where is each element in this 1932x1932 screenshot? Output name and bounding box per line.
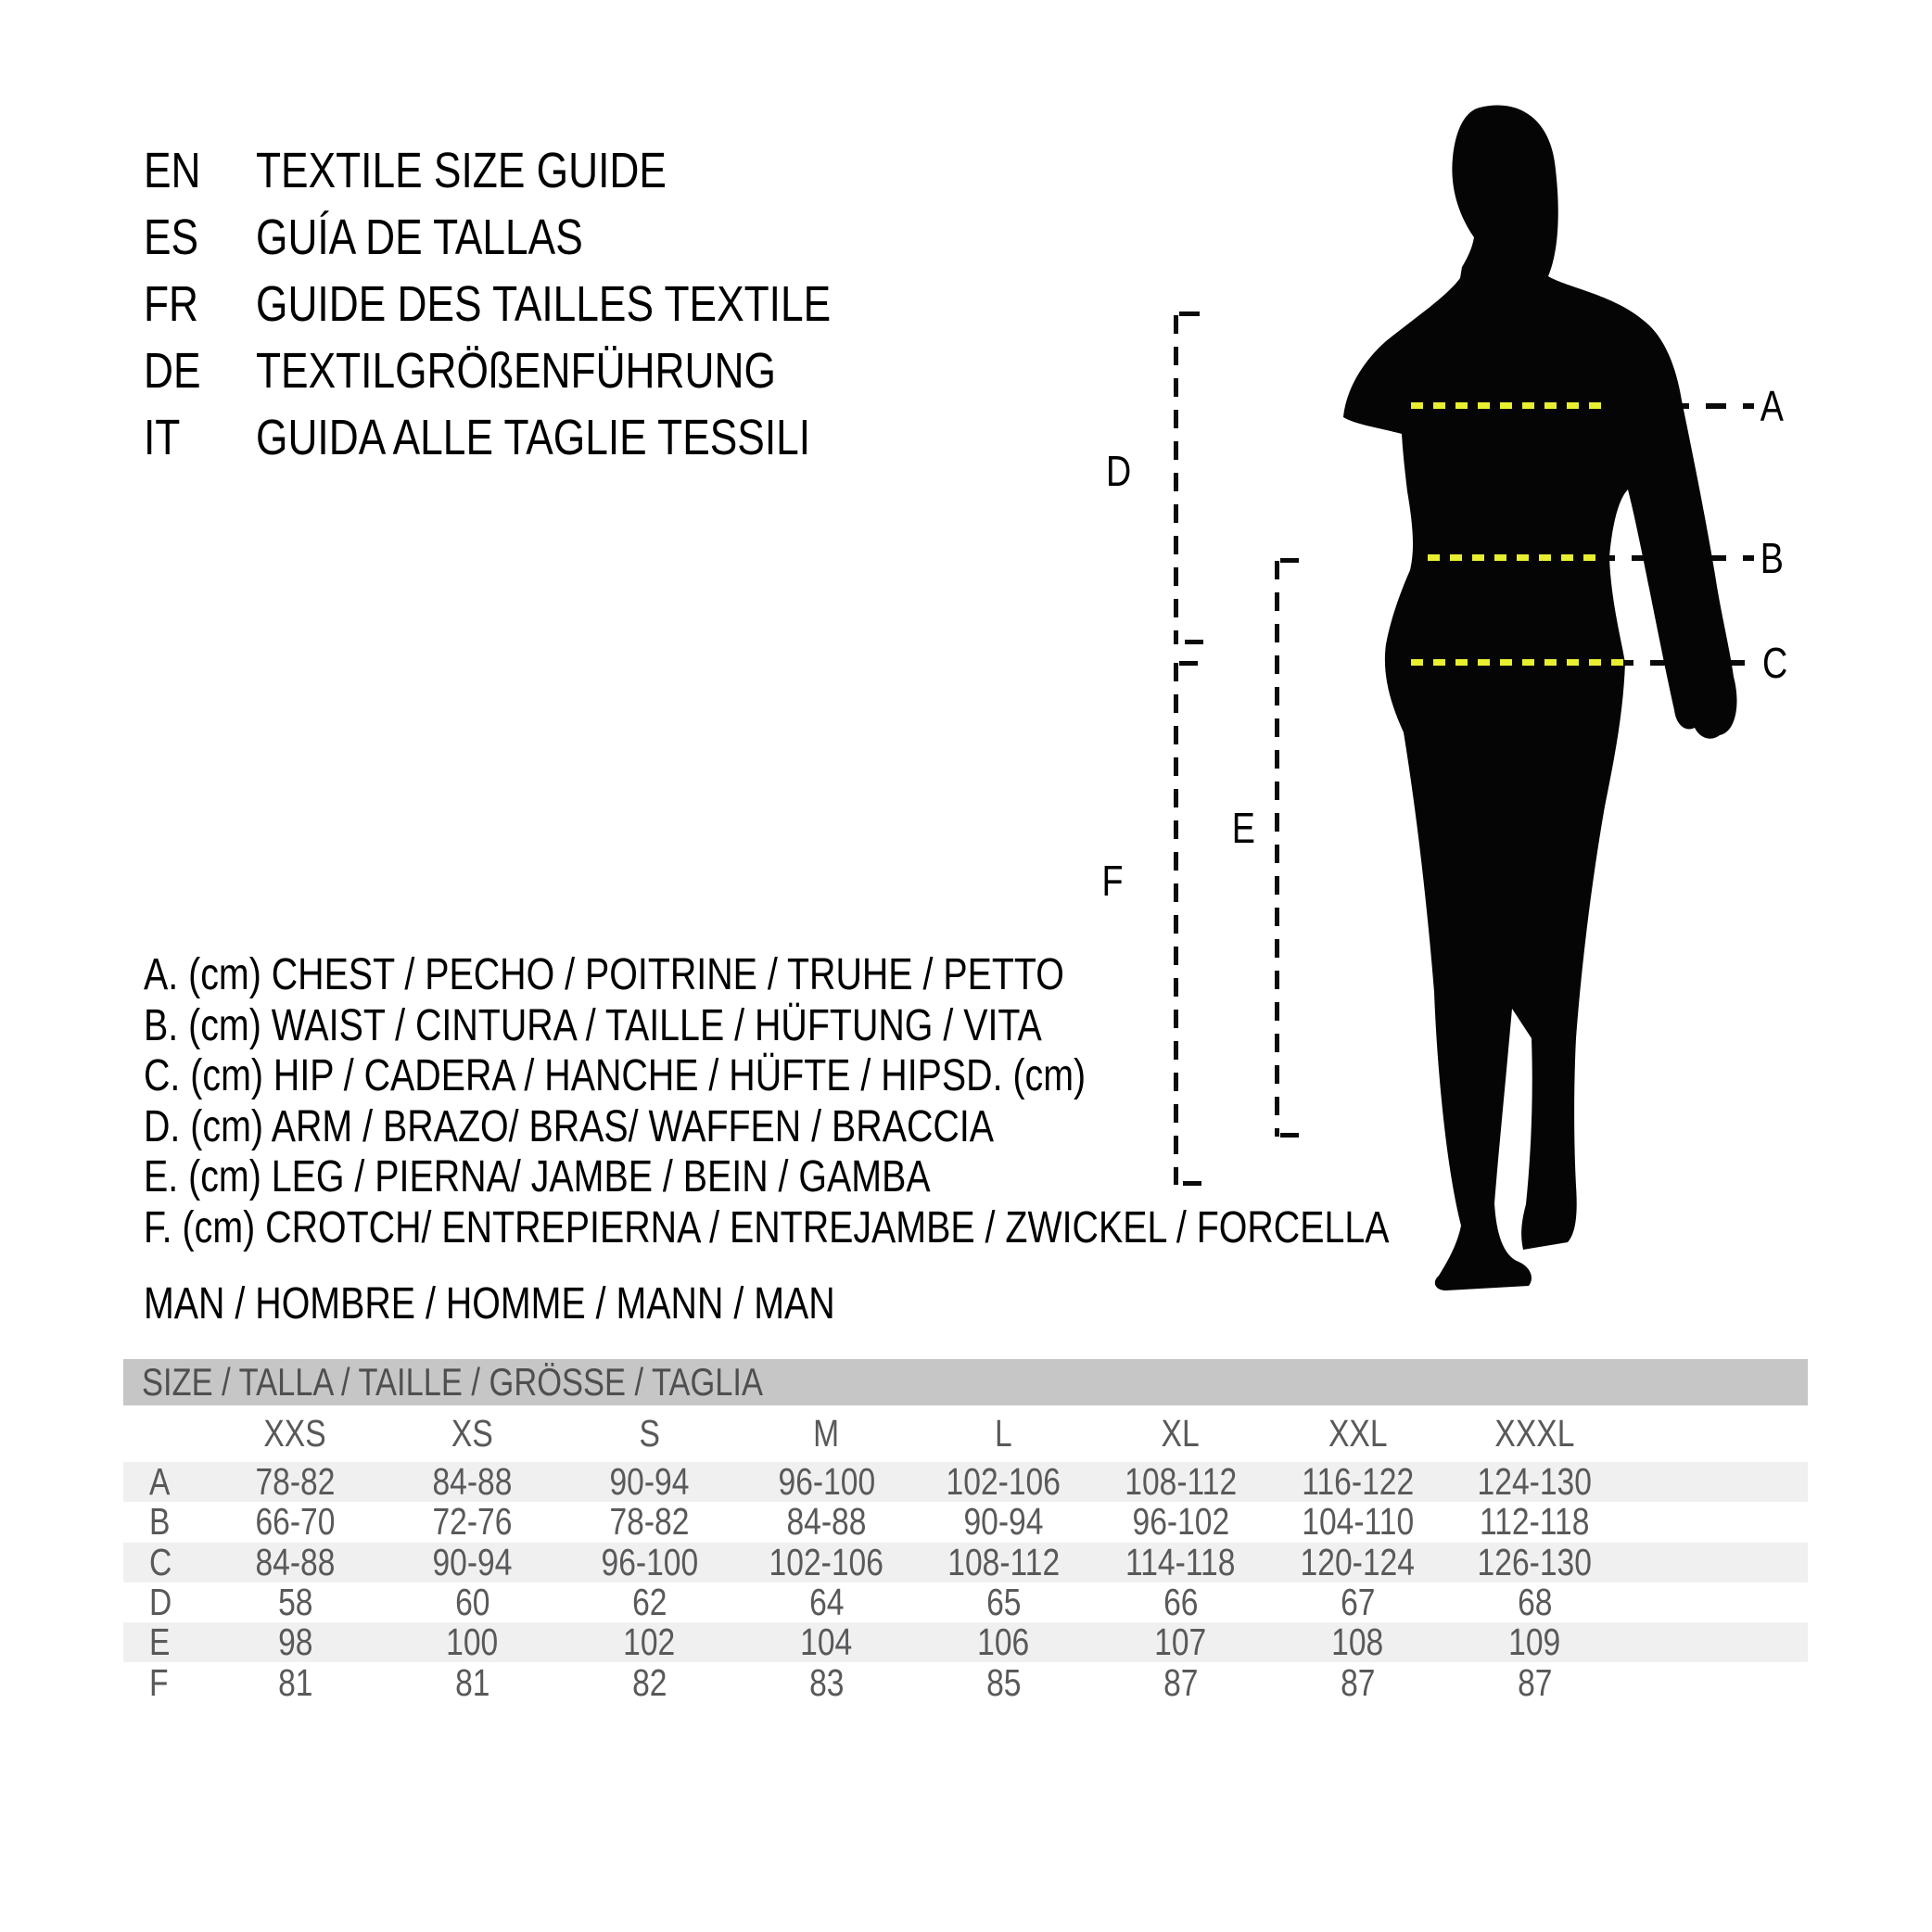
table-row-d <box>123 1582 1808 1622</box>
table-cell: 78-82 <box>609 1500 690 1544</box>
table-cell: 82 <box>631 1660 667 1704</box>
table-cell: 112-118 <box>1480 1500 1590 1544</box>
arm-line-top-tick <box>1179 311 1200 316</box>
table-cell: 104-110 <box>1302 1500 1414 1544</box>
row-label: F <box>149 1660 169 1704</box>
language-row-es <box>144 204 957 271</box>
table-cell: 87 <box>1163 1660 1199 1704</box>
marker-c: C <box>1761 639 1788 687</box>
table-cell: 100 <box>446 1621 499 1664</box>
table-cell: 66 <box>1163 1581 1199 1624</box>
guide-title-de: TEXTILGRÖßENFÜHRUNG <box>256 343 776 399</box>
size-header-row <box>123 1405 1808 1462</box>
category-label: MAN / HOMBRE / HOMME / MANN / MAN <box>144 1279 835 1328</box>
table-cell: 66-70 <box>255 1500 336 1544</box>
arm-line-bottom-tick <box>1185 640 1203 644</box>
table-cell: 108-112 <box>1125 1460 1237 1504</box>
table-cell: 98 <box>277 1621 313 1664</box>
table-cell: 109 <box>1508 1621 1561 1664</box>
legend-hip: C. (cm) HIP / CADERA / HANCHE / HÜFTE / HIPSD. (cm) <box>144 1051 1087 1101</box>
language-row-de <box>144 337 957 404</box>
measurement-legend <box>144 950 1662 1254</box>
table-cell: 72-76 <box>432 1500 513 1544</box>
table-cell: 96-100 <box>601 1540 698 1583</box>
table-cell: 126-130 <box>1477 1540 1593 1583</box>
legend-crotch: F. (cm) CROTCH/ ENTREPIERNA / ENTREJAMBE / ZWICKEL / FORCELLA <box>144 1202 1390 1252</box>
marker-d: D <box>1105 447 1132 495</box>
row-label: A <box>149 1460 171 1504</box>
table-row-e <box>123 1622 1808 1662</box>
table-row-f <box>123 1662 1808 1702</box>
chest-dotted-line <box>1411 402 1611 409</box>
language-title-block <box>144 137 957 471</box>
size-col-s: S <box>639 1412 660 1455</box>
size-col-xxs: XXS <box>263 1412 327 1455</box>
size-col-m: M <box>813 1412 840 1455</box>
guide-title-it: GUIDA ALLE TAGLIE TESSILI <box>256 410 811 465</box>
table-cell: 64 <box>808 1581 845 1624</box>
table-cell: 102-106 <box>946 1460 1061 1504</box>
guide-title-fr: GUIDE DES TAILLES TEXTILE <box>256 276 832 332</box>
language-code: IT <box>144 410 181 465</box>
table-cell: 104 <box>800 1621 853 1664</box>
table-cell: 58 <box>277 1581 313 1624</box>
table-cell: 85 <box>985 1660 1022 1704</box>
language-row-fr <box>144 271 957 337</box>
size-col-l: L <box>995 1412 1012 1455</box>
table-cell: 78-82 <box>255 1460 336 1504</box>
marker-b: B <box>1760 534 1784 582</box>
language-row-en <box>144 137 957 204</box>
row-label: D <box>149 1581 172 1624</box>
size-table <box>123 1359 1808 1703</box>
row-label: B <box>149 1500 171 1544</box>
size-col-xl: XL <box>1161 1412 1201 1455</box>
table-cell: 68 <box>1517 1581 1553 1624</box>
size-table-title-bar: SIZE / TALLA / TAILLE / GRÖSSE / TAGLIA <box>123 1359 1808 1405</box>
table-row-a <box>123 1462 1808 1502</box>
table-cell: 120-124 <box>1300 1540 1416 1583</box>
language-code: DE <box>144 343 201 399</box>
size-col-xs: XS <box>451 1412 493 1455</box>
table-cell: 81 <box>277 1660 313 1704</box>
legend-waist: B. (cm) WAIST / CINTURA / TAILLE / HÜFTUNG / VITA <box>144 1000 1042 1050</box>
table-row-b <box>123 1502 1808 1542</box>
table-cell: 62 <box>631 1581 667 1624</box>
guide-title-es: GUÍA DE TALLAS <box>256 210 583 265</box>
table-cell: 87 <box>1340 1660 1376 1704</box>
language-code: FR <box>144 276 199 332</box>
table-cell: 87 <box>1517 1660 1553 1704</box>
size-col-xxl: XXL <box>1328 1412 1388 1455</box>
table-cell: 84-88 <box>786 1500 867 1544</box>
crotch-line-top-tick <box>1179 661 1198 666</box>
language-code: EN <box>144 143 201 198</box>
table-cell: 90-94 <box>609 1460 690 1504</box>
hip-dotted-line <box>1411 659 1625 666</box>
table-cell: 84-88 <box>255 1540 336 1583</box>
table-cell: 102 <box>623 1621 676 1664</box>
table-cell: 60 <box>454 1581 490 1624</box>
row-label: C <box>149 1540 172 1583</box>
row-label: E <box>149 1621 171 1664</box>
empty-corner-cell <box>123 1405 207 1462</box>
table-row-c <box>123 1540 1808 1583</box>
table-cell: 83 <box>808 1660 845 1704</box>
language-code: ES <box>144 210 199 265</box>
table-cell: 124-130 <box>1477 1460 1593 1504</box>
table-cell: 81 <box>454 1660 490 1704</box>
table-cell: 65 <box>985 1581 1022 1624</box>
table-cell: 90-94 <box>963 1500 1044 1544</box>
guide-title-en: TEXTILE SIZE GUIDE <box>256 143 667 198</box>
language-row-it <box>144 404 957 471</box>
marker-a: A <box>1760 382 1784 430</box>
table-cell: 114-118 <box>1125 1540 1236 1583</box>
legend-arm: D. (cm) ARM / BRAZO/ BRAS/ WAFFEN / BRACCIA <box>144 1101 995 1151</box>
marker-e: E <box>1231 804 1255 852</box>
table-cell: 96-102 <box>1132 1500 1229 1544</box>
table-cell: 108 <box>1331 1621 1384 1664</box>
table-cell: 102-106 <box>769 1540 884 1583</box>
table-cell: 116-122 <box>1302 1460 1414 1504</box>
legend-chest: A. (cm) CHEST / PECHO / POITRINE / TRUHE / PETTO <box>144 950 1064 999</box>
waist-dotted-line <box>1428 554 1606 561</box>
table-cell: 84-88 <box>432 1460 513 1504</box>
table-cell: 106 <box>977 1621 1030 1664</box>
marker-f: F <box>1101 857 1124 905</box>
leg-line-top-tick <box>1280 558 1299 563</box>
size-col-xxxl: XXXL <box>1494 1412 1575 1455</box>
table-cell: 107 <box>1154 1621 1207 1664</box>
table-cell: 96-100 <box>778 1460 875 1504</box>
table-cell: 108-112 <box>947 1540 1060 1583</box>
arm-measure-line <box>1174 315 1178 644</box>
legend-leg: E. (cm) LEG / PIERNA/ JAMBE / BEIN / GAMBA <box>144 1152 931 1202</box>
table-cell: 67 <box>1340 1581 1376 1624</box>
table-cell: 90-94 <box>432 1540 513 1583</box>
